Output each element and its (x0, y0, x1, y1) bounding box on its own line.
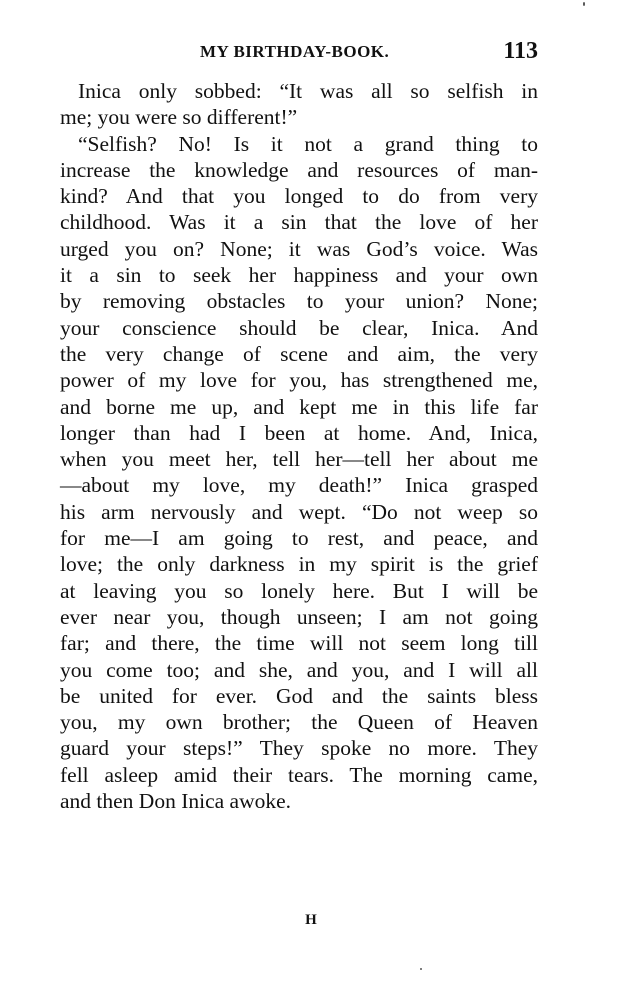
text-line: Inica only sobbed: “It was all so selfish in (78, 79, 538, 103)
text-line: you come too; and she, and you, and I will all (60, 657, 538, 682)
text-line: for me—I am going to rest, and peace, and (60, 526, 538, 551)
text-line: urged you on? None; it was God’s voice. Was (60, 236, 538, 261)
text-line: and then Don Inica awoke. (60, 789, 292, 814)
text-line: your conscience should be clear, Inica. And (60, 315, 538, 340)
print-speck (420, 968, 422, 970)
text-line: the very change of scene and aim, the very (60, 341, 538, 366)
text-line: be united for ever. God and the saints bless (60, 683, 538, 708)
signature-mark: H (305, 912, 317, 928)
text-line: kind? And that you longed to do from very (60, 184, 538, 209)
text-line: ever near you, though unseen; I am not going (60, 604, 538, 629)
text-line: fell asleep amid their tears. The morning came, (60, 762, 538, 787)
text-line: when you meet her, tell her—tell her about me (60, 447, 538, 472)
text-line: increase the knowledge and resources of man- (60, 157, 538, 182)
text-line: love; the only darkness in my spirit is the grief (60, 552, 538, 577)
text-line: “Selfish? No! Is it not a grand thing to (78, 131, 538, 156)
text-line: you, my own brother; the Queen of Heaven (60, 710, 538, 735)
text-line: guard your steps!” They spoke no more. They (60, 736, 538, 761)
body-text (60, 78, 538, 814)
text-line: childhood. Was it a sin that the love of her (60, 210, 538, 235)
text-line: longer than had I been at home. And, Inica, (60, 420, 538, 445)
text-line: at leaving you so lonely here. But I will be (60, 578, 538, 603)
text-line: —about my love, my death!” Inica grasped (60, 473, 538, 498)
text-line: his arm nervously and wept. “Do not weep so (60, 499, 538, 524)
text-line: by removing obstacles to your union? None; (60, 289, 538, 314)
text-line: me; you were so different!” (60, 105, 298, 130)
print-speck (583, 2, 585, 6)
running-title: MY BIRTHDAY-BOOK. (200, 42, 390, 61)
text-line: and borne me up, and kept me in this life far (60, 394, 538, 419)
text-line: far; and there, the time will not seem long till (60, 631, 538, 656)
text-line: it a sin to seek her happiness and your own (60, 263, 538, 288)
page-number: 113 (503, 38, 538, 64)
text-line: power of my love for you, has strengthened me, (60, 368, 538, 393)
running-head (60, 38, 538, 68)
